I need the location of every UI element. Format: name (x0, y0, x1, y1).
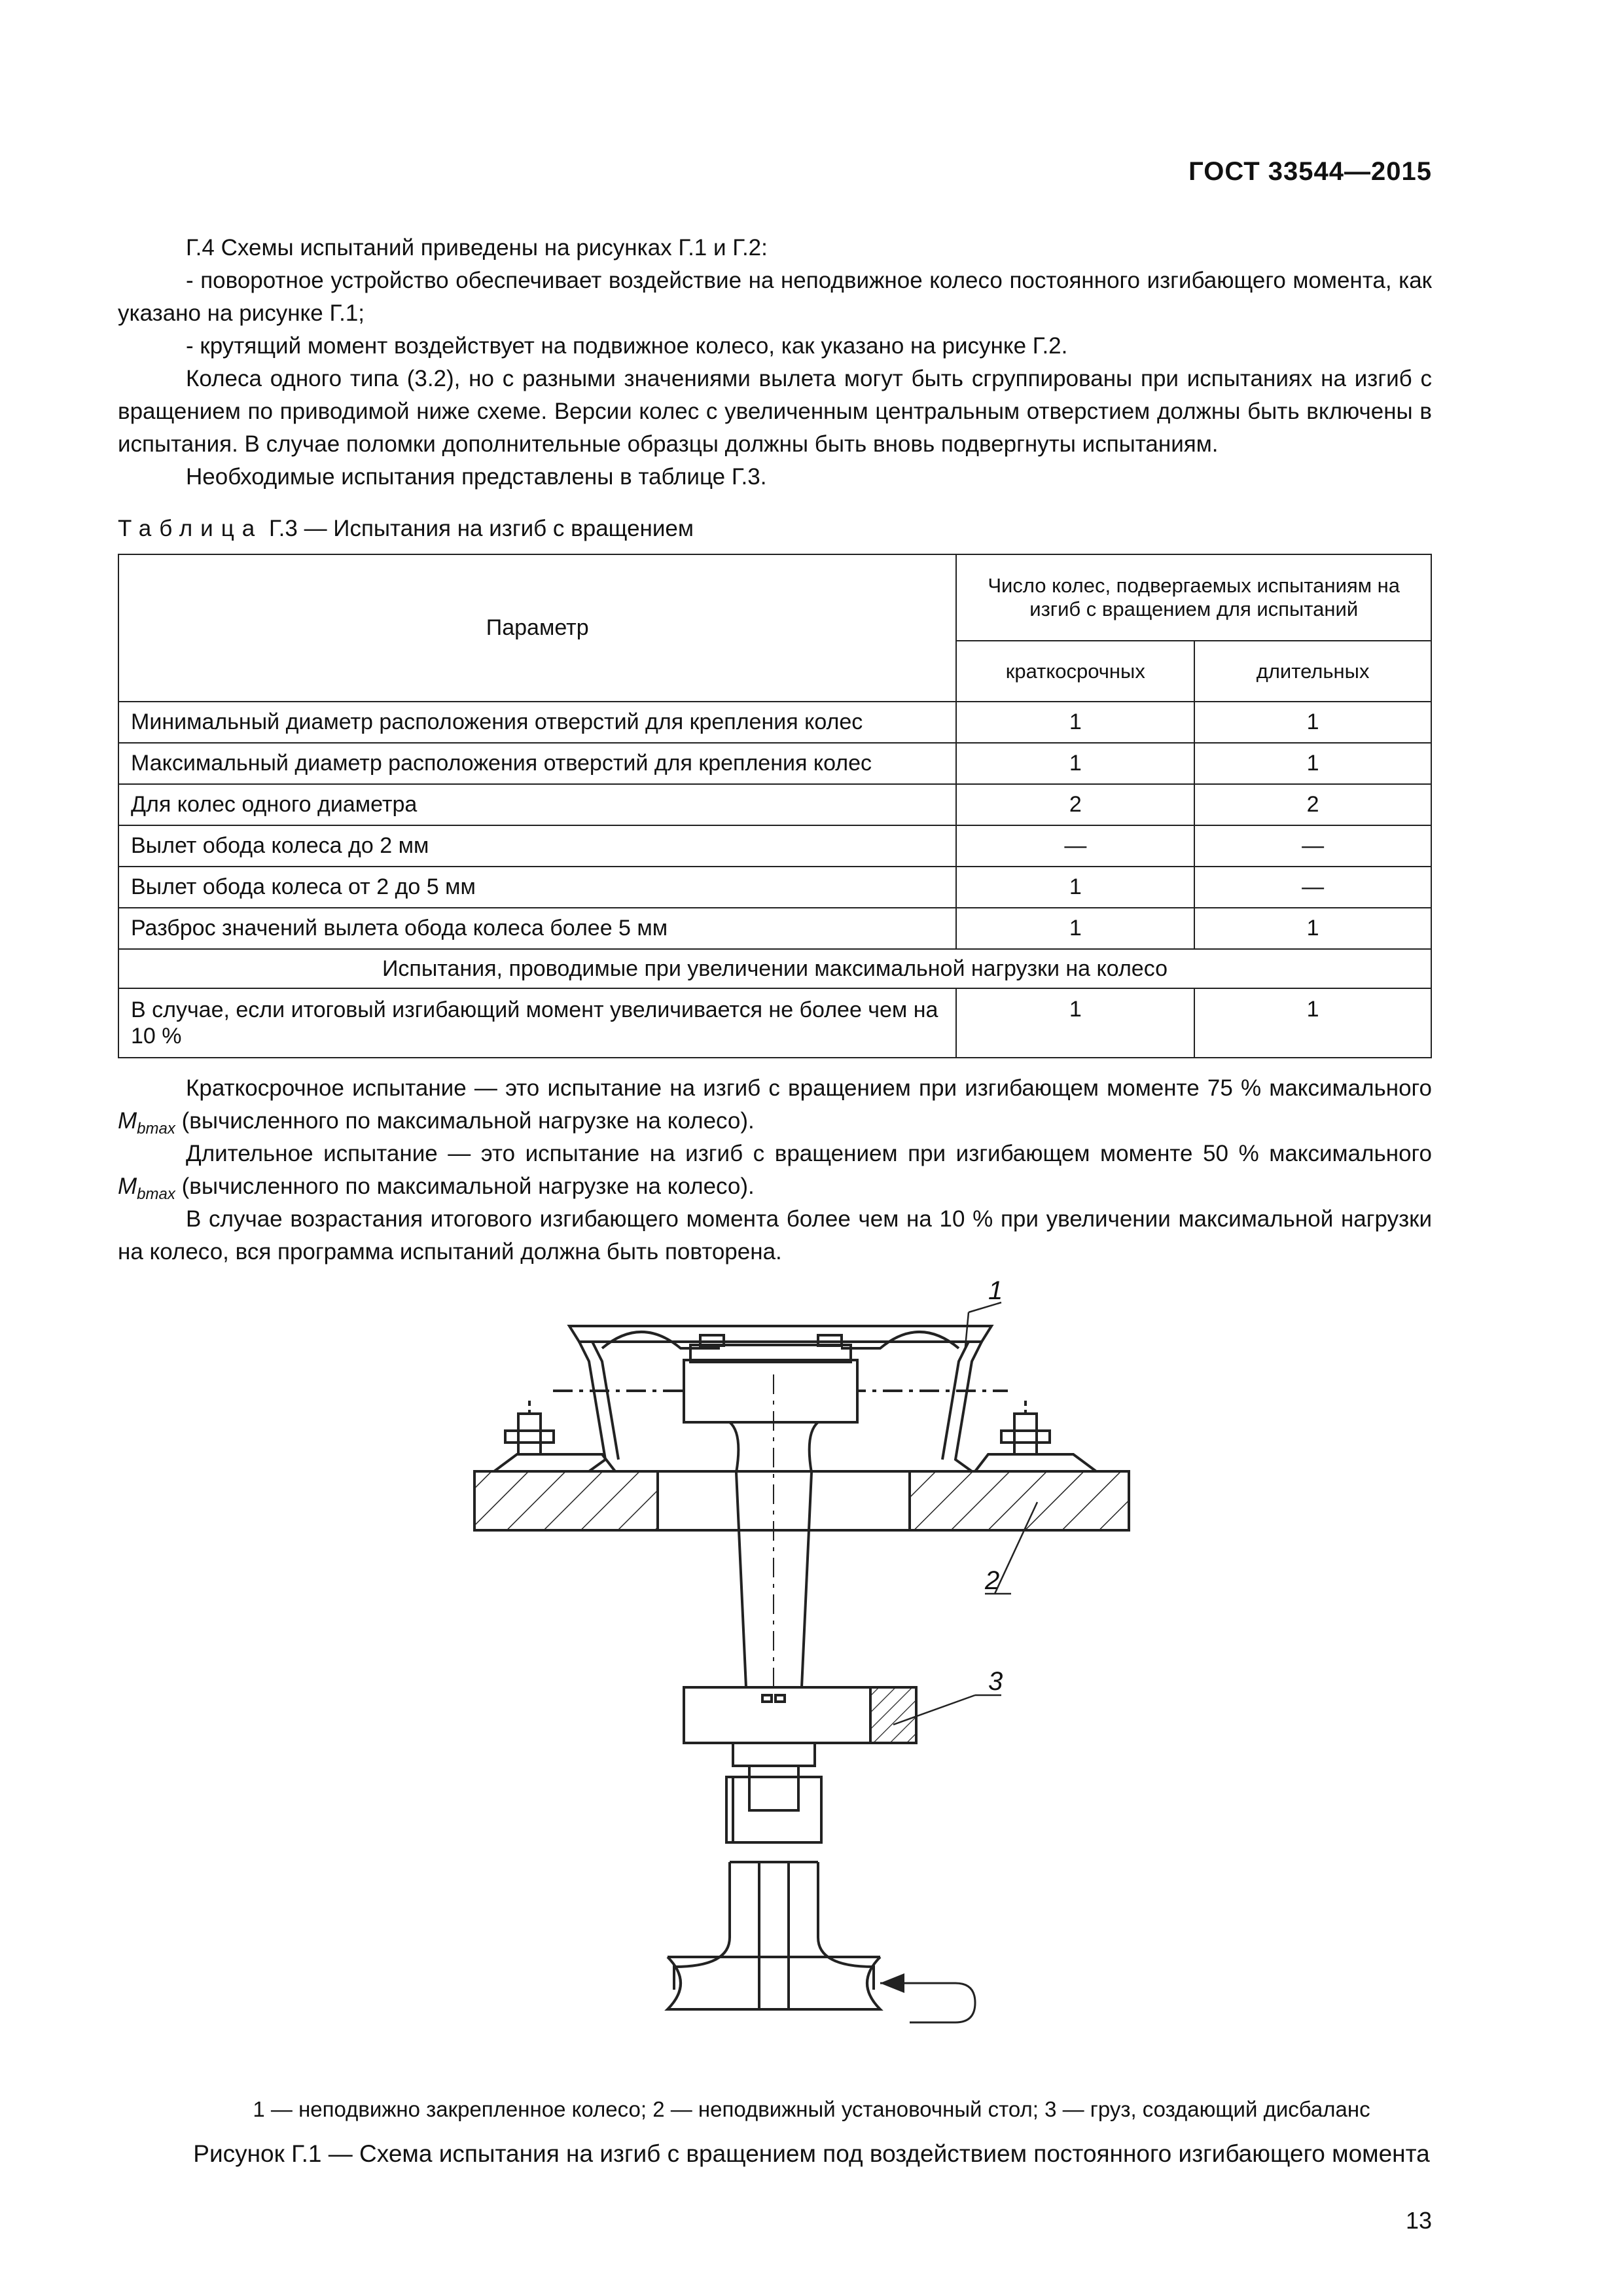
row-short: 1 (956, 867, 1194, 908)
row-short: 1 (956, 743, 1194, 784)
clamp-right (975, 1401, 1096, 1471)
note-long-tail: (вычисленного по максимальной нагрузке на колесо). (181, 1174, 755, 1199)
header-short: краткосрочных (956, 641, 1194, 702)
row-param: Вылет обода колеса до 2 мм (118, 825, 956, 867)
intro-p3: - крутящий момент воздействует на подвижное колесо, как указано на рисунке Г.2. (186, 333, 1068, 359)
row-long: — (1194, 867, 1431, 908)
row-short: 1 (956, 988, 1194, 1058)
row-short: 2 (956, 784, 1194, 825)
standard-header: ГОСТ 33544—2015 (1188, 157, 1432, 186)
note-repeat: В случае возрастания итогового изгибающего момента более чем на 10 % при увеличении максимальной нагрузки на колесо, вся программа испытаний должна быть повторена. (118, 1206, 1432, 1265)
table-row (118, 784, 1431, 825)
row-param: Разброс значений вылета обода колеса более 5 мм (118, 908, 956, 949)
row-short: 1 (956, 908, 1194, 949)
row-param: Максимальный диаметр расположения отверстий для крепления колес (118, 743, 956, 784)
table-row (118, 867, 1431, 908)
table-row (118, 988, 1431, 1058)
fixed-table (474, 1471, 1129, 1530)
figure-legend: 1 — неподвижно закрепленное колесо; 2 — неподвижный установочный стол; 3 — груз, создающий дисбаланс (253, 2097, 1370, 2121)
row-param: Вылет обода колеса от 2 до 5 мм (118, 867, 956, 908)
table-row (118, 702, 1431, 743)
header-group: Число колес, подвергаемых испытаниям на изгиб с вращением для испытаний (956, 554, 1431, 641)
note-short-test (118, 1072, 1432, 1145)
row-long: 1 (1194, 743, 1431, 784)
row-long: 1 (1194, 702, 1431, 743)
table-row (118, 743, 1431, 784)
table-caption (118, 516, 694, 542)
test-rig-figure (0, 1257, 1623, 2094)
m-symbol: M (118, 1174, 137, 1199)
row-long: 2 (1194, 784, 1431, 825)
table-caption-title: Г.3 — Испытания на изгиб с вращением (268, 516, 694, 541)
row-short: 1 (956, 702, 1194, 743)
m-subscript: bmax (137, 1120, 175, 1138)
unbalance-weight (684, 1687, 916, 1743)
row-param: Минимальный диаметр расположения отверстий для крепления колес (118, 702, 956, 743)
figure-caption: Рисунок Г.1 — Схема испытания на изгиб с вращением под воздействием постоянного изгибающего момента (193, 2140, 1430, 2167)
row-short: — (956, 825, 1194, 867)
note-long-test (118, 1138, 1432, 1211)
header-long: длительных (1194, 641, 1431, 702)
intro-p5: Необходимые испытания представлены в таблице Г.3. (186, 464, 767, 490)
row-long: — (1194, 825, 1431, 867)
m-subscript: bmax (137, 1185, 175, 1203)
callout-1: 1 (988, 1276, 1003, 1305)
header-param: Параметр (118, 554, 956, 702)
table-row (118, 825, 1431, 867)
row-long: 1 (1194, 988, 1431, 1058)
test-table (118, 554, 1432, 1058)
row-param: В случае, если итоговый изгибающий момент увеличивается не более чем на 10 % (118, 988, 956, 1058)
note-short-tail: (вычисленного по максимальной нагрузке на колесо). (181, 1108, 755, 1134)
table-caption-prefix: Таблица (118, 516, 263, 541)
span-row-text: Испытания, проводимые при увеличении максимальной нагрузки на колесо (118, 949, 1431, 988)
row-long: 1 (1194, 908, 1431, 949)
intro-p4: Колеса одного типа (3.2), но с разными значениями вылета могут быть сгруппированы при испытаниях на изгиб с вращением по приводимой ниже схеме. Версии колес с увеличенным центральным отверстием должны быть включены в испытания. В случае поломки дополнительные образцы должны быть вновь подвергнуты испытаниям. (118, 366, 1432, 457)
table-span-row (118, 949, 1431, 988)
intro-p2: - поворотное устройство обеспечивает воздействие на неподвижное колесо постоянного изгибающего момента, как указано на рисунке Г.1; (118, 268, 1432, 326)
drive-assembly (668, 1743, 975, 2022)
table-row (118, 908, 1431, 949)
callout-2: 2 (985, 1566, 1000, 1595)
callout-3: 3 (988, 1667, 1003, 1696)
intro-p1: Г.4 Схемы испытаний приведены на рисунках Г.1 и Г.2: (186, 235, 768, 260)
note-short-text: Краткосрочное испытание — это испытание на изгиб с вращением при изгибающем моменте 75 % максимального (186, 1075, 1432, 1101)
m-symbol: M (118, 1108, 137, 1134)
row-param: Для колес одного диаметра (118, 784, 956, 825)
page-number: 13 (1405, 2207, 1432, 2234)
note-long-text: Длительное испытание — это испытание на изгиб с вращением при изгибающем моменте 50 % максимального (186, 1141, 1432, 1166)
